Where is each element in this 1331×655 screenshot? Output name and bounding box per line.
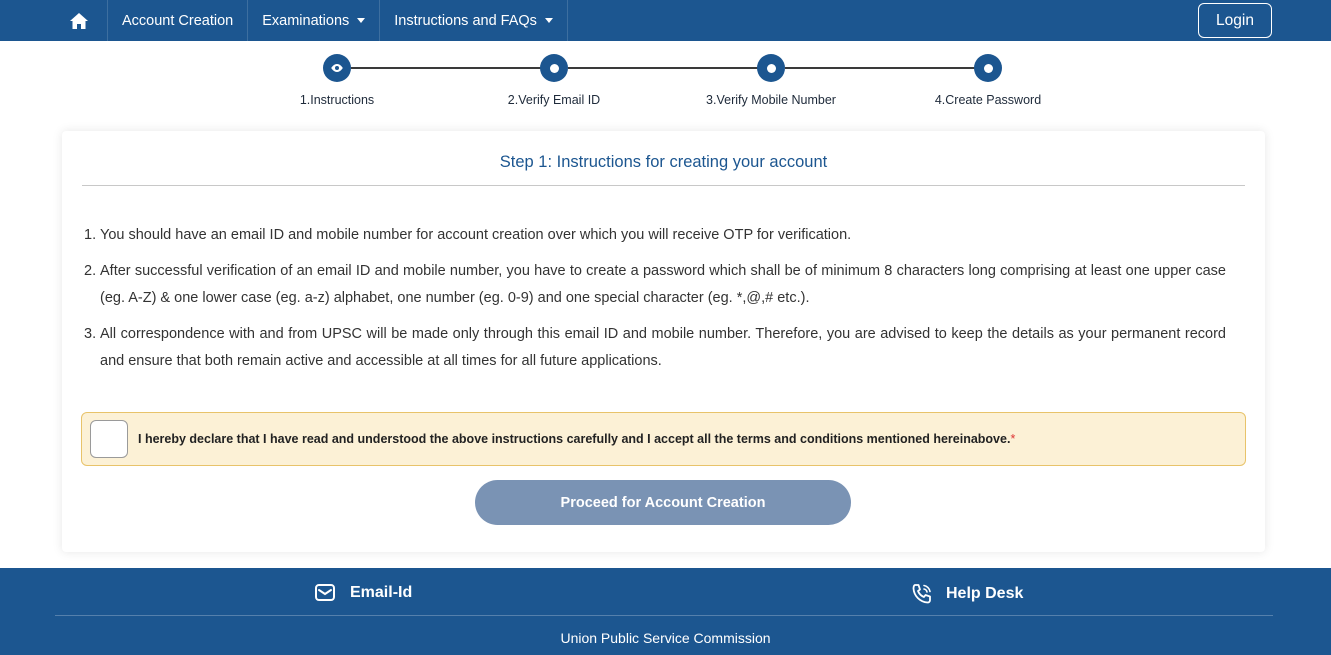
chevron-down-icon — [545, 18, 553, 23]
phone-icon — [910, 582, 934, 606]
list-item-number: 2. — [84, 263, 97, 279]
list-item — [84, 222, 1226, 249]
declaration-label: I hereby declare that I have read and understood the above instructions carefully and I accept all the terms and conditions mentioned hereinabove. — [138, 432, 1011, 446]
list-item-text: After successful verification of an email ID and mobile number, you have to create a password which shall be of minimum 8 characters long comprising at least one upper case (eg. A-Z) & one lower case (eg. a-z) alphabet, one number (eg. 0-9) and one special character (eg. *,@,# etc.). — [100, 263, 1226, 306]
home-icon — [69, 12, 89, 30]
eye-icon — [330, 63, 344, 73]
top-navbar — [0, 0, 1331, 41]
step-4-indicator — [974, 54, 1002, 82]
nav-examinations-label: Examinations — [262, 12, 350, 29]
proceed-button[interactable]: Proceed for Account Creation — [475, 480, 851, 525]
nav-examinations[interactable] — [248, 0, 380, 41]
divider — [55, 615, 1273, 616]
declaration-text — [138, 432, 1015, 446]
list-item-text: You should have an email ID and mobile number for account creation over which you will receive OTP for verification. — [100, 227, 852, 243]
login-button[interactable]: Login — [1198, 3, 1272, 38]
instructions-card — [62, 131, 1265, 552]
list-item-number: 3. — [84, 326, 97, 342]
chevron-down-icon — [357, 18, 365, 23]
email-icon — [314, 582, 338, 604]
divider — [82, 185, 1245, 186]
step-connector — [351, 67, 541, 69]
step-2-indicator — [540, 54, 568, 82]
step-2-label: 2.Verify Email ID — [507, 93, 601, 107]
list-item-number: 1. — [84, 227, 97, 243]
footer-organization: Union Public Service Commission — [560, 630, 771, 646]
step-3-label: 3.Verify Mobile Number — [706, 93, 836, 107]
footer-email-link[interactable] — [314, 582, 412, 604]
progress-stepper — [0, 41, 1331, 131]
nav-instructions-faqs-label: Instructions and FAQs — [394, 12, 537, 29]
footer-helpdesk-label: Help Desk — [946, 585, 1024, 602]
step-1-label: 1.Instructions — [299, 93, 375, 107]
declaration-box — [81, 412, 1246, 466]
step-1-indicator — [323, 54, 351, 82]
footer-email-label: Email-Id — [350, 584, 413, 601]
instructions-list — [84, 222, 1226, 384]
list-item — [84, 321, 1226, 375]
page-title: Step 1: Instructions for creating your account — [499, 153, 828, 171]
step-connector — [568, 67, 758, 69]
step-3-indicator — [757, 54, 785, 82]
nav-account-creation-label: Account Creation — [122, 12, 234, 29]
footer — [0, 568, 1331, 655]
home-button[interactable] — [50, 0, 108, 41]
list-item-text: All correspondence with and from UPSC will be made only through this email ID and mobile number. Therefore, you are advised to keep the details as your permanent record and ensure that both remain active and accessible at all times for all future applications. — [100, 326, 1226, 369]
list-item — [84, 258, 1226, 312]
required-mark: * — [1010, 432, 1016, 446]
step-connector — [785, 67, 975, 69]
footer-helpdesk-link[interactable] — [910, 582, 1023, 606]
declaration-checkbox[interactable] — [90, 420, 128, 458]
nav-instructions-faqs[interactable] — [380, 0, 568, 41]
step-4-label: 4.Create Password — [934, 93, 1042, 107]
nav-account-creation[interactable] — [108, 0, 248, 41]
